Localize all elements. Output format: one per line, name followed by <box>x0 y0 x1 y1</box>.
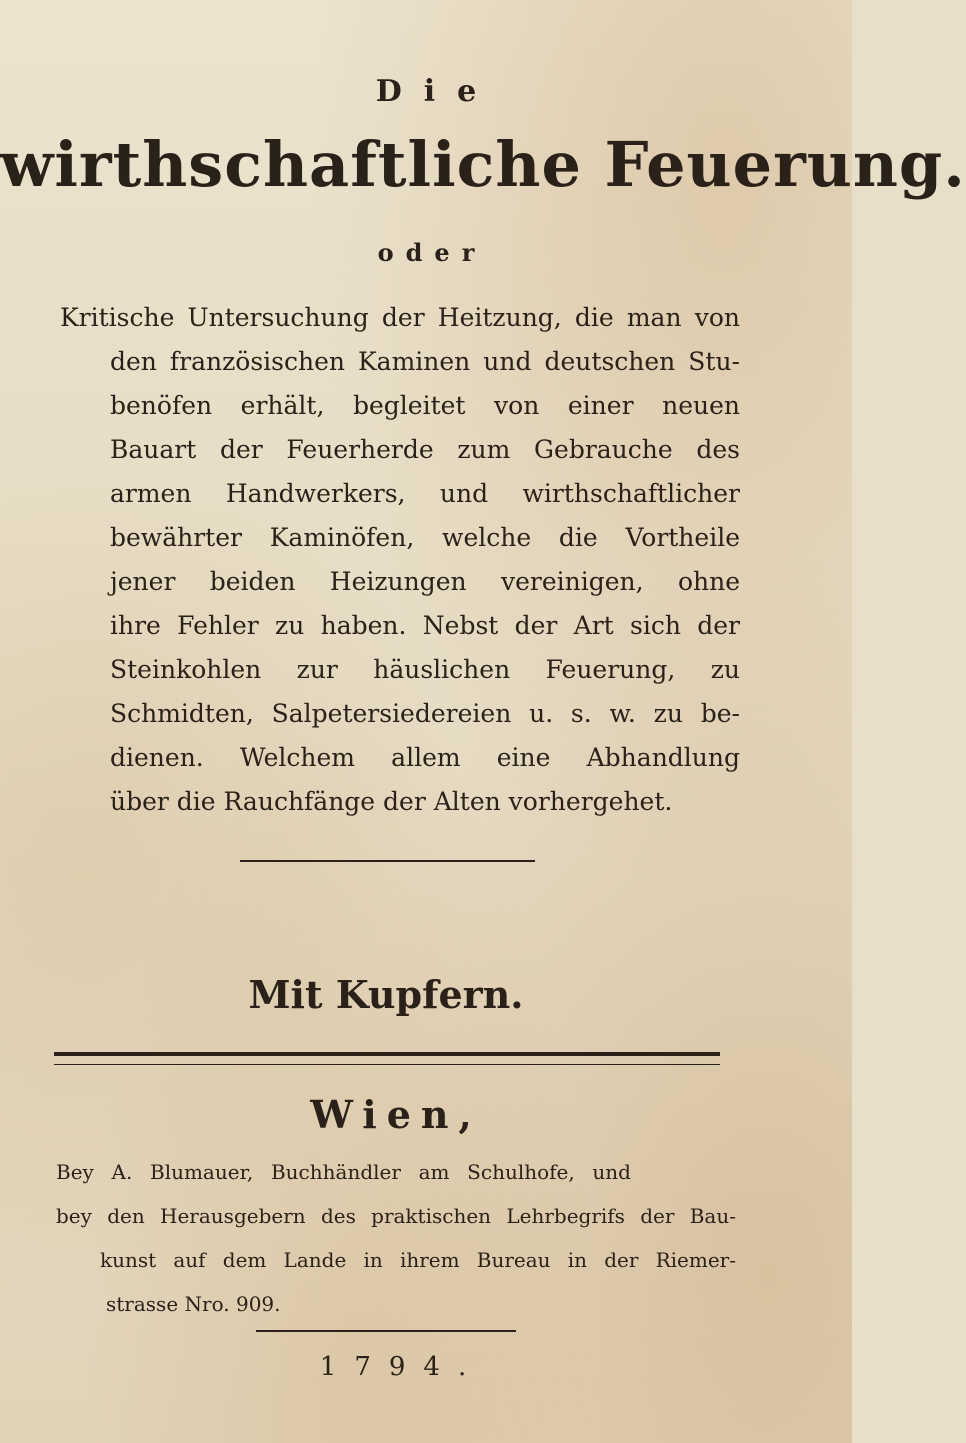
divider-rule <box>240 860 535 862</box>
description-line: ihre Fehler zu haben. Nebst der Art sich der <box>110 611 740 640</box>
description-line: Bauart der Feuerherde zum Gebrauche des <box>110 435 740 464</box>
double-rule-thick <box>54 1052 720 1056</box>
divider-rule <box>256 1330 516 1332</box>
imprint-place: Wien, <box>310 1092 482 1137</box>
description-line: bewährter Kaminöfen, welche die Vortheile <box>110 523 740 552</box>
double-rule-thin <box>54 1064 720 1065</box>
publisher-line: Bey A. Blumauer, Buchhändler am Schulhofe, und <box>56 1160 631 1184</box>
title-connector: oder <box>377 238 487 267</box>
subtitle-description <box>60 296 740 824</box>
publisher-line: kunst auf dem Lande in ihrem Bureau in der Riemer- <box>100 1248 736 1272</box>
description-line: Steinkohlen zur häuslichen Feuerung, zu <box>110 655 740 684</box>
description-line: Kritische Untersuchung der Heitzung, die man von <box>60 303 740 332</box>
plates-note: Mit Kupfern. <box>248 972 524 1017</box>
description-line: armen Handwerkers, und wirthschaftlicher <box>110 479 740 508</box>
description-line: über die Rauchfänge der Alten vorhergehet. <box>110 787 673 816</box>
publisher-line: strasse Nro. 909. <box>106 1292 281 1316</box>
main-title: wirthschaftliche Feuerung. <box>0 128 966 201</box>
description-line: dienen. Welchem allem eine Abhandlung <box>110 743 740 772</box>
description-line: den französischen Kaminen und deutschen Stu- <box>110 347 740 376</box>
imprint-year: 1794. <box>319 1352 485 1382</box>
description-line: jener beiden Heizungen vereinigen, ohne <box>110 567 740 596</box>
publisher-imprint <box>56 1150 736 1326</box>
title-article: Die <box>375 74 499 109</box>
publisher-line: bey den Herausgebern des praktischen Lehrbegrifs der Bau- <box>56 1204 736 1228</box>
description-line: benöfen erhält, begleitet von einer neuen <box>110 391 740 420</box>
description-line: Schmidten, Salpetersiedereien u. s. w. zu be- <box>110 699 740 728</box>
